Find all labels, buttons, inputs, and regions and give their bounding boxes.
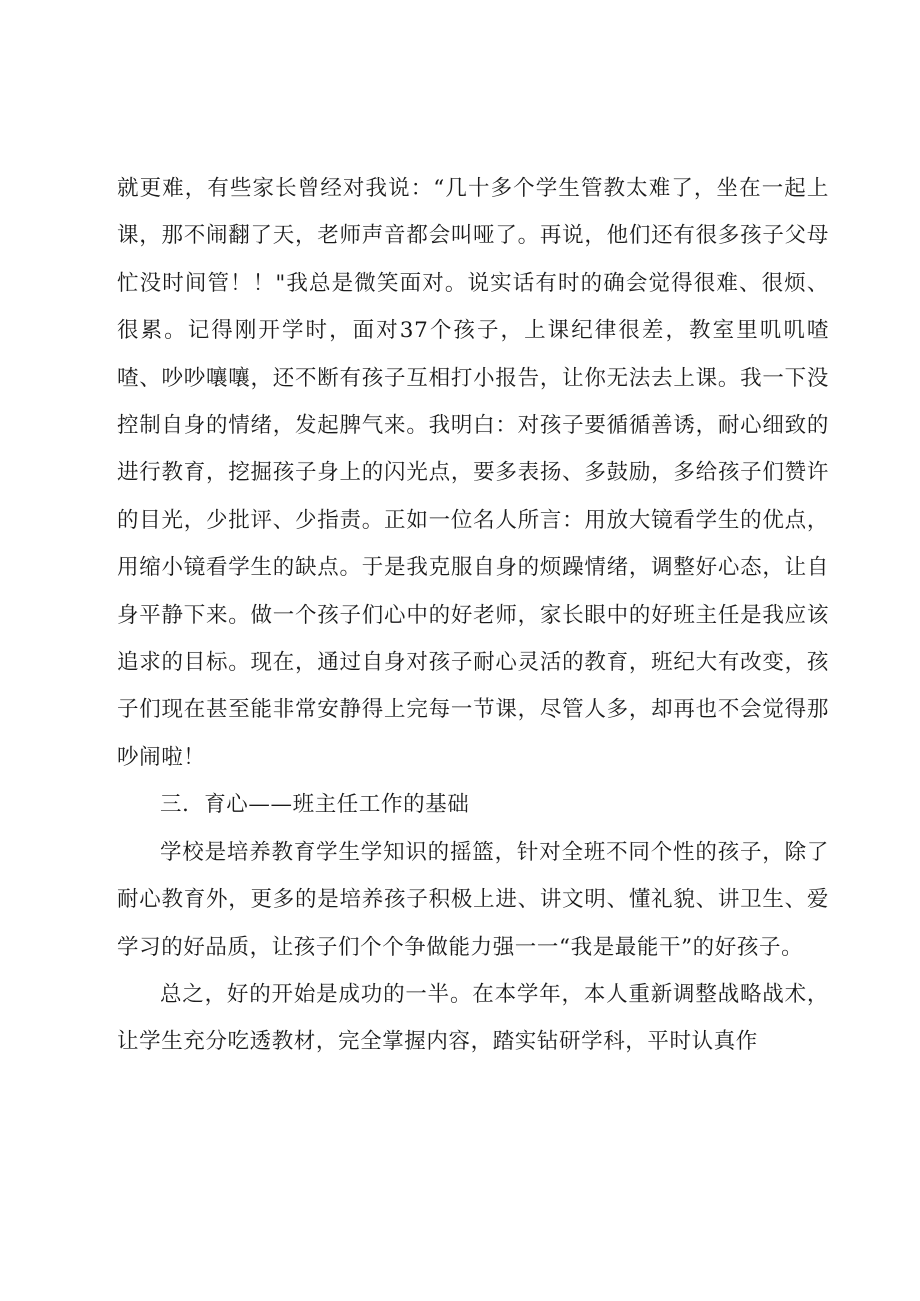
paragraph-school-education: 学校是培养教育学生学知识的摇篮，针对全班不同个性的孩子，除了耐心教育外，更多的是培养孩子积极上进、讲文明、懂礼貌、讲卫生、爱学习的好品质，让孩子们个个争做能力强一一“我是最能干”的好孩子。 (117, 839, 829, 960)
section-heading: 三．育心——班主任工作的基础 (160, 792, 470, 818)
document-body (117, 165, 829, 1066)
paragraph-continuation: 就更难，有些家长曾经对我说：“几十多个学生管教太难了，坐在一起上课，那不闹翻了天，老师声音都会叫哑了。再说，他们还有很多孩子父母忙没时间管！！"我总是微笑面对。说实话有时的确会觉得很难、很烦、很累。记得刚开学时，面对37个孩子，上课纪律很差，教室里叽叽喳喳、吵吵嚷嚷，还不断有孩子互相打小报告，让你无法去上课。我一下没控制自身的情绪，发起脾气来。我明白：对孩子要循循善诱，耐心细致的进行教育，挖掘孩子身上的闪光点，要多表扬、多鼓励，多给孩子们赞许的目光，少批评、少指责。正如一位名人所言：用放大镜看学生的优点，用缩小镜看学生的缺点。于是我克服自身的烦躁情绪，调整好心态，让自身平静下来。做一个孩子们心中的好老师，家长眼中的好班主任是我应该追求的目标。现在，通过自身对孩子耐心灵活的教育，班纪大有改变，孩子们现在甚至能非常安静得上完每一节课，尽管人多，却再也不会觉得那吵闹啦！ (117, 176, 829, 770)
paragraph-summary: 总之，好的开始是成功的一半。在本学年，本人重新调整战略战术，让学生充分吃透教材，完全掌握内容，踏实钻研学科，平时认真作 (117, 981, 829, 1055)
